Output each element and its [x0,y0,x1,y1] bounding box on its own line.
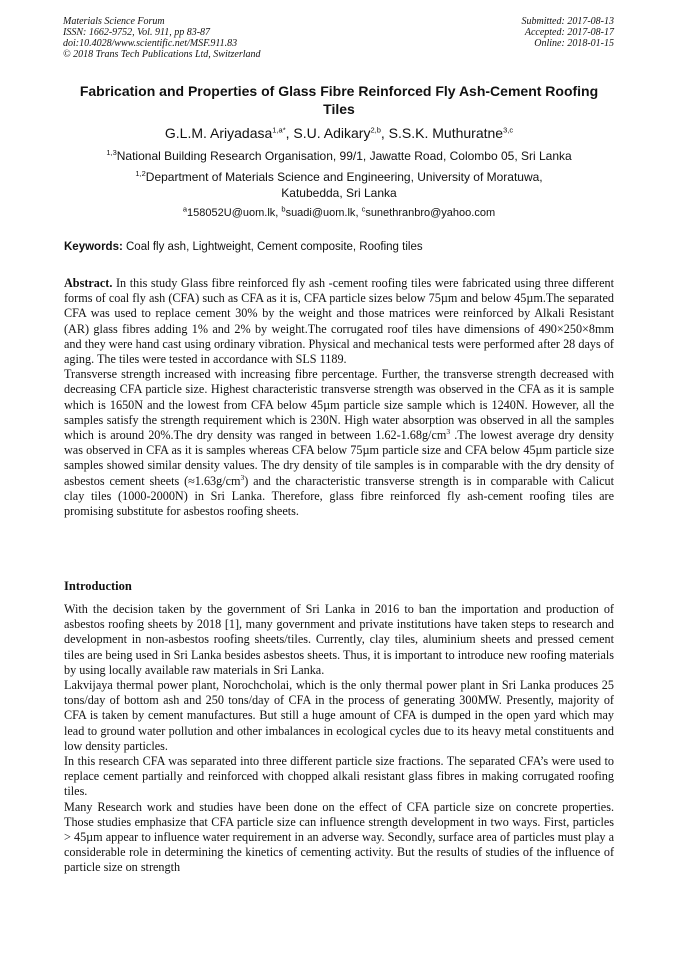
abstract-text: .The lowest average dry density was observed in CFA as it is samples whereas CFA below 75µm particle size and CFA below 45µm particle size samples showed similar density values. The dry density of tile samples is in comparable with the dry density of asbestos cement sheets (≈1.63g/cm [64,428,614,488]
journal-doi[interactable]: doi:10.4028/www.scientific.net/MSF.911.83 [63,38,238,49]
author-name: G.L.M. Ariyadasa [164,125,273,141]
journal-issn: ISSN: 1662-9752, Vol. 911, pp 83-87 [63,27,211,38]
submission-dates [522,16,615,49]
intro-paragraph: Lakvijaya thermal power plant, Norochcholai, which is the only thermal power plant in Sri Lanka produces 25 tons/day of bottom ash and 250 tons/day of CFA in the process of generating 300MW. Presently, majority of CFA is taken by cement manufactures. But still a huge amount of CFA is dumped in the open yard which may lead to ground water pollution and other imbalances in ecological cycles due to its heavy metal constituents and low density particles. [64,678,614,753]
abstract-paragraph [64,367,614,519]
affiliation-text: Department of Materials Science and Engineering, University of Moratuwa, Katubedda, Sri Lanka [145,170,543,200]
email-superscript: b [281,204,286,214]
author-superscript: 1,a* [272,125,286,135]
intro-paragraph: With the decision taken by the government of Sri Lanka in 2016 to ban the importation and production of asbestos roofing sheets by 2018 [1], many government and private institutions have taken steps to research and development in non-asbestos roofing sheets/tiles. Currently, clay tiles, aluminium sheets and pressed cement tiles are being used in Sri Lanka besides asbestos sheets. Thus, it is important to introduce new roofing materials by using locally available raw materials in Sri Lanka. [64,602,614,677]
email-list [64,206,614,220]
affiliation-superscript: 1,3 [106,148,117,157]
affiliation-1 [64,148,614,164]
abstract-label: Abstract. [64,276,113,290]
abstract-paragraph [64,276,614,367]
affiliation-2 [130,169,548,201]
author-superscript: 2,b [370,125,381,135]
author-separator: , [285,125,294,141]
intro-paragraph: Many Research work and studies have been done on the effect of CFA particle size on concrete properties. Those studies emphasize that CFA particle size can influence strength development in two ways. First, particles > 45µm appear to influence water requirement in an adverse way. Secondly, surface area of particles must play a considerable role in determining the kinetics of cementing activity. But the results of studies of the influence of particle size on strength [64,799,614,875]
accepted-date: Accepted: 2017-08-17 [524,27,614,38]
section-heading-introduction: Introduction [64,579,132,593]
email-separator: , [275,207,282,219]
journal-name: Materials Science Forum [63,16,165,27]
email-separator: , [355,207,362,219]
introduction-body [64,602,614,876]
email-superscript: c [361,204,366,214]
abstract-text: ) and the characteristic transverse strength is in comparable with Calicut clay tiles (1000-2000N) in Sri Lanka. Therefore, glass fibre reinforced fly ash-cement roofing tiles are promising substitute for asbestos roofing sheets. [64,473,614,519]
affiliation-text: National Building Research Organisation, 99/1, Jawatte Road, Colombo 05, Sri Lanka [116,149,572,163]
email-superscript: a [182,204,188,214]
keywords-text: Coal fly ash, Lightweight, Cement composite, Roofing tiles [126,241,423,253]
online-date: Online: 2018-01-15 [534,38,614,49]
author-list [64,124,614,142]
author-superscript: 3,c [503,125,514,135]
author-name: S.U. Adikary [293,125,371,141]
submitted-date: Submitted: 2017-08-13 [521,16,614,27]
keywords [64,240,614,254]
affiliation-superscript: 1,2 [135,169,146,178]
unit-superscript: 3 [240,472,245,482]
abstract [64,276,614,519]
author-name: S.S.K. Muthuratne [388,125,504,141]
author-separator: , [380,125,389,141]
abstract-text: Transverse strength increased with increasing fibre percentage. Further, the transverse strength decreased with decreasing CFA particle size. Highest characteristic transverse strength was observed in the CFA as it is sample which is 1650N and the lowest from CFA below 45µm particle size sample which is 1240N. However, all the samples satisfy the strength requirement which is 230N. High water absorption was observed in all the samples which is around 20%.The dry density was ranged in between 1.62-1.68g/cm [64,367,614,443]
email-address[interactable]: sunethranbro@yahoo.com [365,207,496,219]
email-address[interactable]: 158052U@uom.lk [187,207,276,219]
keywords-label: Keywords: [64,241,123,253]
abstract-text: In this study Glass fibre reinforced fly ash -cement roofing tiles were fabricated using three different forms of coal fly ash (CFA) such as CFA as it is, CFA particle sizes below 75µm and below 45µm.The separated CFA was used to replace cement 30% by the weight and those matrices were reinforced by Alkali Resistant (AR) glass fibres adding 1% and 2% by weight.The corrugated roof tiles have dimensions of 490×250×8mm and they were hand cast using ordinary vibration. Physical and mechanical tests were performed after 28 days of aging. The tiles were tested in accordance with SLS 1189. [64,276,614,367]
email-address[interactable]: suadi@uom.lk [285,207,356,219]
intro-paragraph: In this research CFA was separated into three different particle size fractions. The separated CFA’s were used to replace cement partially and reinforced with chopped alkali resistant glass fibres in making corrugated roofing tiles. [64,754,614,799]
journal-info [63,16,261,60]
paper-title: Fabrication and Properties of Glass Fibre Reinforced Fly Ash-Cement Roofing Tiles [79,83,599,117]
journal-copyright: © 2018 Trans Tech Publications Ltd, Switzerland [63,49,261,60]
unit-superscript: 3 [446,426,451,436]
